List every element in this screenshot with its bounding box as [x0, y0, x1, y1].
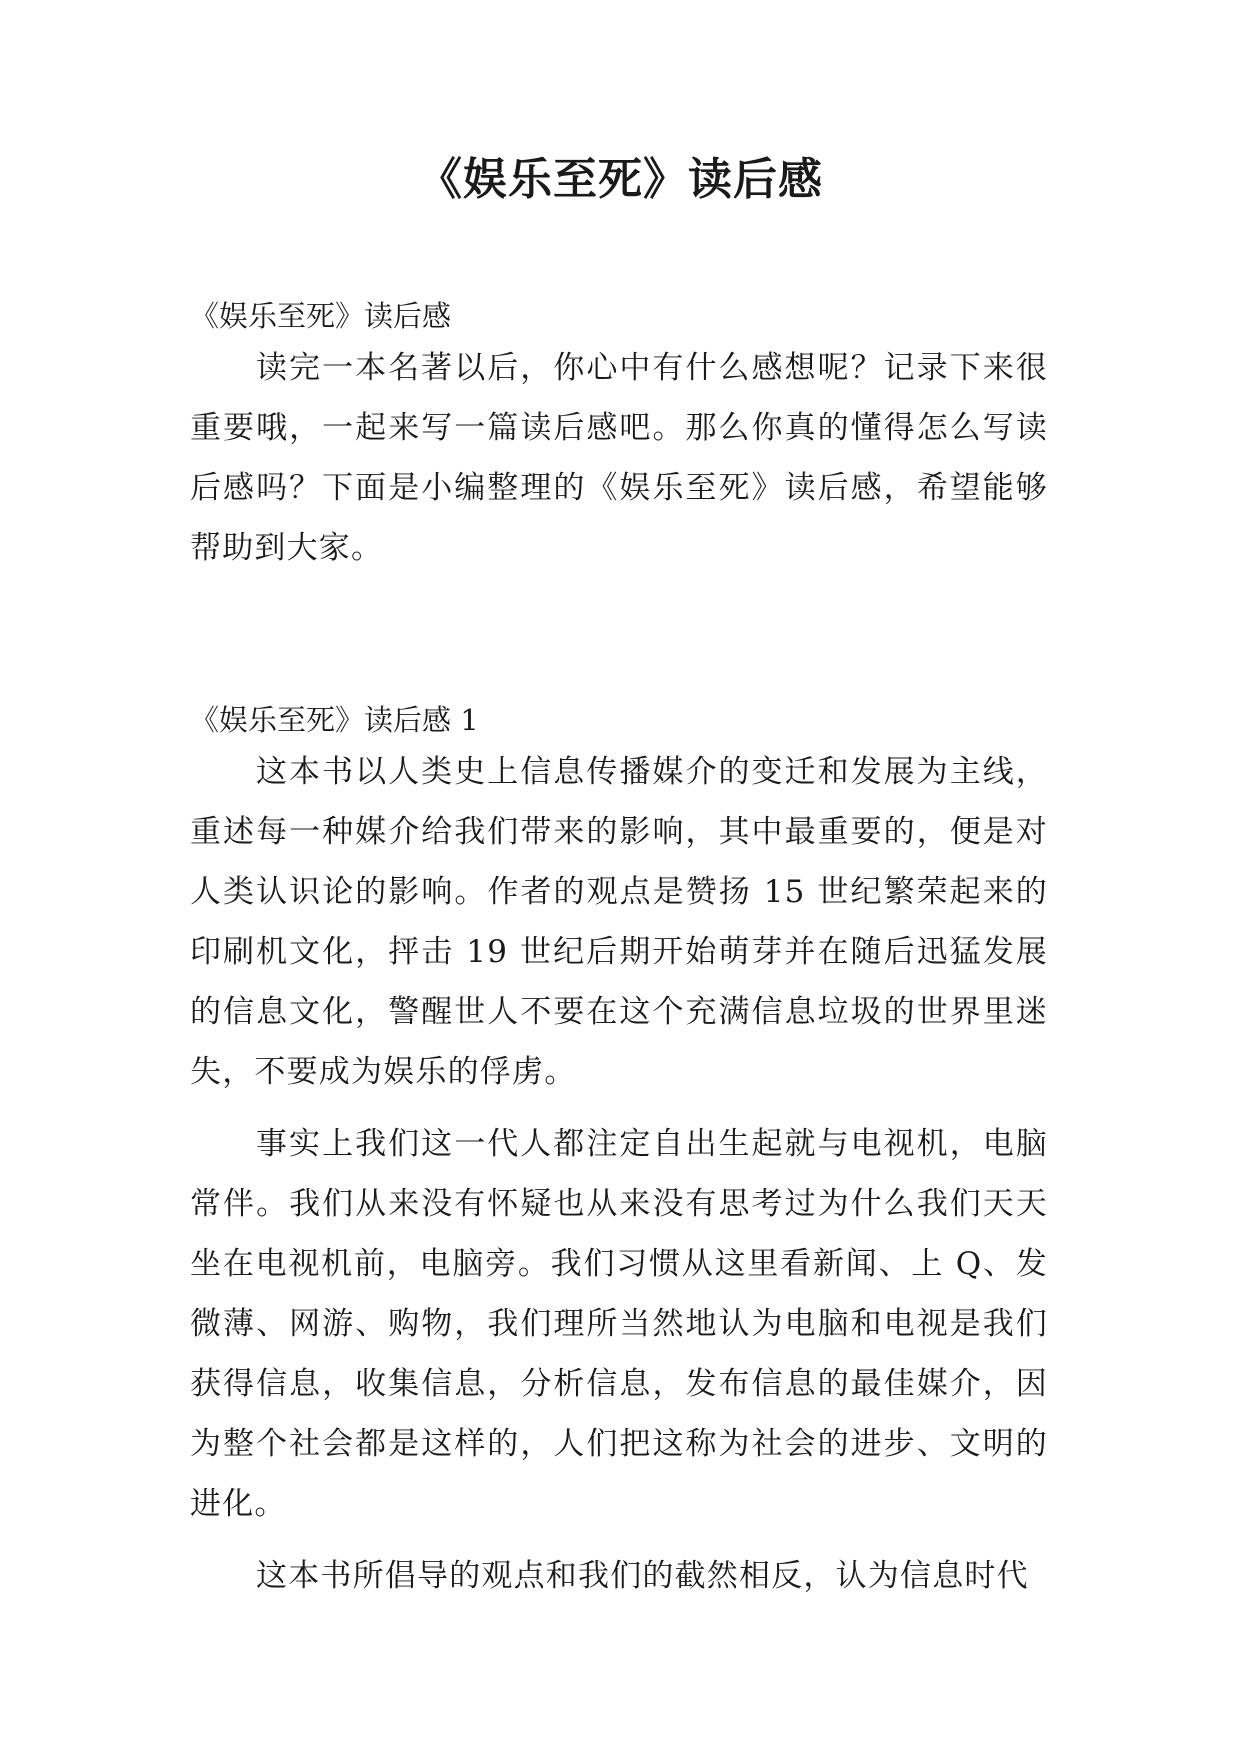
- section-paragraph-3: 这本书所倡导的观点和我们的截然相反，认为信息时代: [256, 1558, 1029, 1594]
- intro-paragraph: 读完一本名著以后，你心中有什么感想呢？记录下来很重要哦，一起来写一篇读后感吧。那么你真的懂得怎么写读后感吗？下面是小编整理的《娱乐至死》读后感，希望能够帮助到大家。: [190, 350, 1048, 566]
- section-body: [190, 742, 1048, 1618]
- intro-heading: 《娱乐至死》读后感: [190, 299, 452, 333]
- section-paragraph-1: 这本书以人类史上信息传播媒介的变迁和发展为主线，重述每一种媒介给我们带来的影响，其中最重要的，便是对人类认识论的影响。作者的观点是赞扬 15 世纪繁荣起来的印刷机文化，抨击 19 世纪后期开始萌芽并在随后迅猛发展的信息文化，警醒世人不要在这个充满信息垃圾的世界里迷失，不要成为娱乐的俘虏。: [190, 754, 1048, 1090]
- intro-body: [190, 338, 1048, 590]
- section-heading: 《娱乐至死》读后感 1: [190, 703, 479, 737]
- section-paragraph-2: 事实上我们这一代人都注定自出生起就与电视机，电脑常伴。我们从来没有怀疑也从来没有思考过为什么我们天天坐在电视机前，电脑旁。我们习惯从这里看新闻、上 Q、发微薄、网游、购物，我们理所当然地认为电脑和电视是我们获得信息，收集信息，分析信息，发布信息的最佳媒介，因为整个社会都是这样的，人们把这称为社会的进步、文明的进化。: [190, 1126, 1048, 1522]
- document-title: 《娱乐至死》读后感: [418, 154, 823, 205]
